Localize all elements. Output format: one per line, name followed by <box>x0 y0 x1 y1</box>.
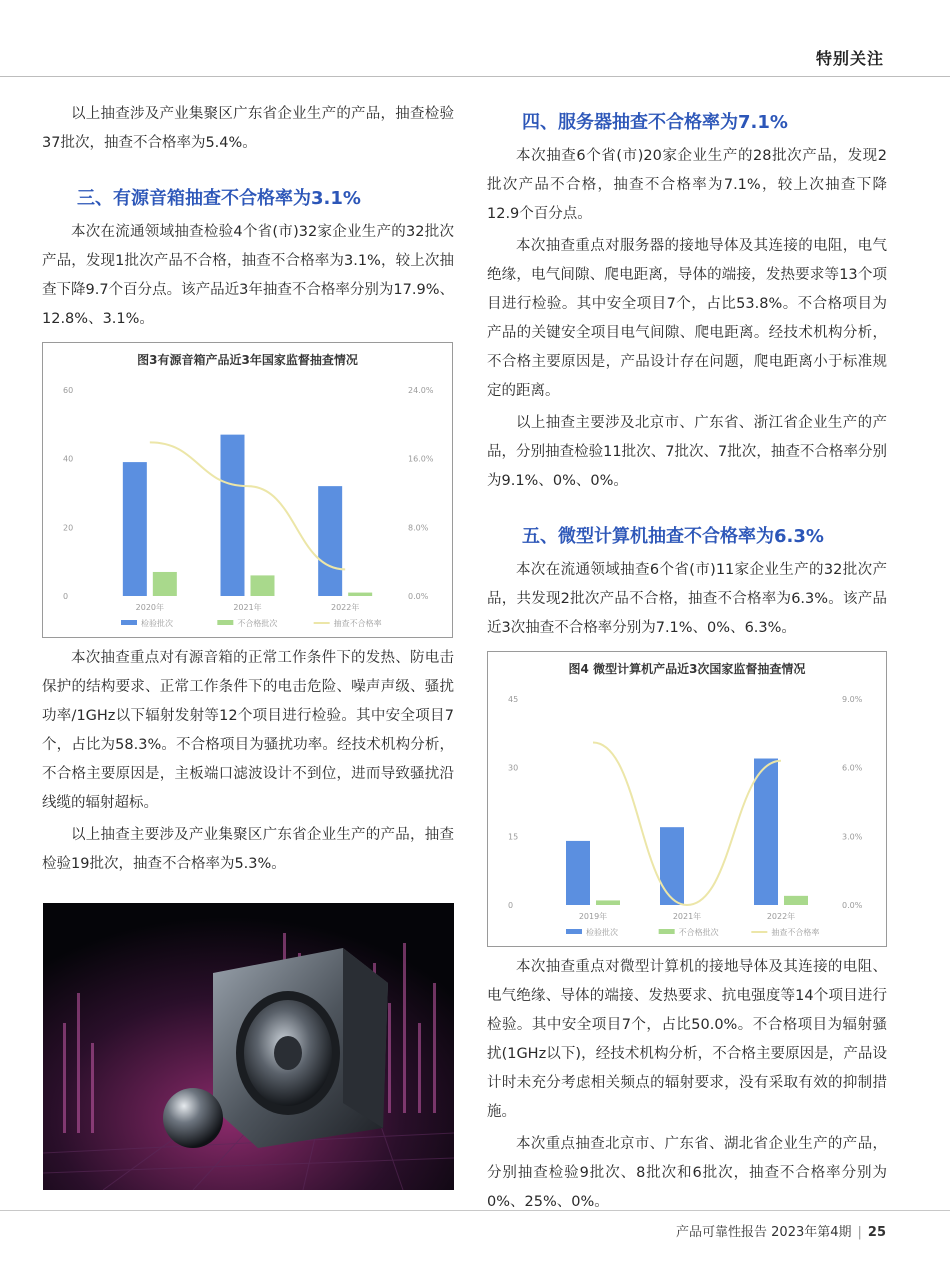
chart-4 <box>487 651 887 947</box>
legend-label: 检验批次 <box>141 619 173 628</box>
paragraph: 本次抽查重点对微型计算机的接地导体及其连接的电阻、电气绝缘、导体的端接、发热要求、抗电强度等14个项目进行检验。其中安全项目7个，占比50.0%。不合格项目为辐射骚扰(1GHz以下)，经技术机构分析，不合格主要原因是，产品设计时未充分考虑相关频点的辐射要求，没有采取有效的抑制措施。 <box>487 959 887 1120</box>
y-tick-label-left: 0 <box>508 901 514 910</box>
x-tick-label: 2022年 <box>330 603 360 612</box>
x-tick-label: 2020年 <box>135 603 165 612</box>
bar-inspected <box>221 435 245 596</box>
y-tick-label-left: 20 <box>63 523 74 533</box>
legend-swatch <box>121 620 137 625</box>
bar-inspected <box>123 462 147 596</box>
x-tick-label: 2021年 <box>672 912 702 921</box>
journal-name: 产品可靠性报告 2023年第4期 <box>676 1225 852 1240</box>
chart-title: 图3有源音箱产品近3年国家监督抽查情况 <box>137 353 358 367</box>
bar-inspected <box>754 759 778 905</box>
y-tick-label-left: 40 <box>63 454 74 464</box>
y-tick-label-right: 24.0% <box>408 386 434 395</box>
paragraph: 本次抽查重点对服务器的接地导体及其连接的电阻，电气绝缘，电气间隙、爬电距离，导体的端接，发热要求等13个项目进行检验。其中安全项目7个，占比53.8%。不合格项目为产品的关键安全项目电气间隙、爬电距离。经技术机构分析，不合格主要原因是，产品设计存在问题，爬电距离小于标准规定的距离。 <box>487 238 887 399</box>
paragraph: 本次在流通领域抽查6个省(市)11家企业生产的32批次产品，共发现2批次产品不合格，抽查不合格率为6.3%。该产品近3次抽查不合格率分别为7.1%、0%、6.3%。 <box>487 562 887 636</box>
x-tick-label: 2021年 <box>233 603 262 612</box>
paragraph: 以上抽查主要涉及北京市、广东省、浙江省企业生产的产品，分别抽查检验11批次、7批次、7批次，抽查不合格率分别为9.1%、0%、0%。 <box>487 415 887 489</box>
legend-swatch <box>217 620 233 625</box>
bar-inspected <box>318 486 342 596</box>
section-title: 特别关注 <box>815 49 884 68</box>
legend-swatch <box>659 929 675 934</box>
y-tick-label-right: 0.0% <box>408 592 429 601</box>
bar-inspected <box>566 841 590 905</box>
legend-label: 不合格批次 <box>237 619 278 628</box>
y-tick-label-right: 16.0% <box>408 454 434 464</box>
x-tick-label: 2019年 <box>578 912 608 921</box>
speaker-photo <box>43 903 454 1190</box>
y-tick-label-right: 6.0% <box>842 763 863 773</box>
bar-inspected <box>660 827 684 905</box>
header-divider <box>0 76 950 77</box>
legend-label: 抽查不合格率 <box>333 619 382 628</box>
legend-swatch <box>566 929 582 934</box>
rate-line <box>150 442 345 569</box>
page-footer: 产品可靠性报告 2023年第4期 | 25 <box>676 1225 886 1240</box>
rate-line <box>593 742 781 905</box>
bar-failed <box>251 575 275 596</box>
y-tick-label-right: 9.0% <box>842 695 863 704</box>
paragraph: 以上抽查主要涉及产业集聚区广东省企业生产的产品，抽查检验19批次，抽查不合格率为5.3%。 <box>42 827 454 872</box>
legend-label: 不合格批次 <box>678 928 719 937</box>
y-tick-label-left: 15 <box>508 832 519 842</box>
y-tick-label-right: 0.0% <box>842 901 863 910</box>
section-heading-5: 五、微型计算机抽查不合格率为6.3% <box>522 526 824 547</box>
y-tick-label-left: 0 <box>63 592 69 601</box>
chart-title: 图4 微型计算机产品近3次国家监督抽查情况 <box>568 662 806 676</box>
y-tick-label-right: 8.0% <box>408 523 429 533</box>
chart-4-plot <box>488 677 886 945</box>
paragraph: 本次重点抽查北京市、广东省、湖北省企业生产的产品，分别抽查检验9批次、8批次和6批次，抽查不合格率分别为0%、25%、0%。 <box>487 1136 887 1210</box>
y-tick-label-left: 30 <box>508 763 519 773</box>
legend-label: 抽查不合格率 <box>771 928 820 937</box>
footer-divider <box>0 1210 950 1211</box>
legend-label: 检验批次 <box>586 928 618 937</box>
bar-failed <box>348 593 372 596</box>
y-tick-label-right: 3.0% <box>842 832 863 842</box>
page-number: 25 <box>867 1225 886 1240</box>
y-tick-label-left: 60 <box>63 386 74 395</box>
bar-failed <box>153 572 177 596</box>
section-heading-3: 三、有源音箱抽查不合格率为3.1% <box>77 188 361 209</box>
paragraph: 本次在流通领域抽查检验4个省(市)32家企业生产的32批次产品，发现1批次产品不合格，抽查不合格率为3.1%，较上次抽查下降9.7个百分点。该产品近3年抽查不合格率分别为17.9%、12.8%、3.1%。 <box>42 224 454 327</box>
x-tick-label: 2022年 <box>766 912 796 921</box>
right-column <box>487 100 887 1220</box>
paragraph: 以上抽查涉及产业集聚区广东省企业生产的产品，抽查检验37批次，抽查不合格率为5.4%。 <box>42 106 454 151</box>
bar-failed <box>784 896 808 905</box>
chart-3 <box>42 342 453 638</box>
section-heading-4: 四、服务器抽查不合格率为7.1% <box>522 112 788 133</box>
left-column <box>42 100 454 882</box>
paragraph: 本次抽查重点对有源音箱的正常工作条件下的发热、防电击保护的结构要求、正常工作条件下的电击危险、噪声声级、骚扰功率/1GHz以下辐射发射等12个项目进行检验。其中安全项目7个，占比为58.3%。不合格项目为骚扰功率。经技术机构分析，不合格主要原因是，主板端口滤波设计不到位，进而导致骚扰沿线缆的辐射超标。 <box>42 650 454 811</box>
chart-3-plot <box>43 368 452 636</box>
paragraph: 本次抽查6个省(市)20家企业生产的28批次产品，发现2批次产品不合格，抽查不合格率为7.1%，较上次抽查下降12.9个百分点。 <box>487 148 887 222</box>
bar-failed <box>596 900 620 905</box>
y-tick-label-left: 45 <box>508 695 519 704</box>
